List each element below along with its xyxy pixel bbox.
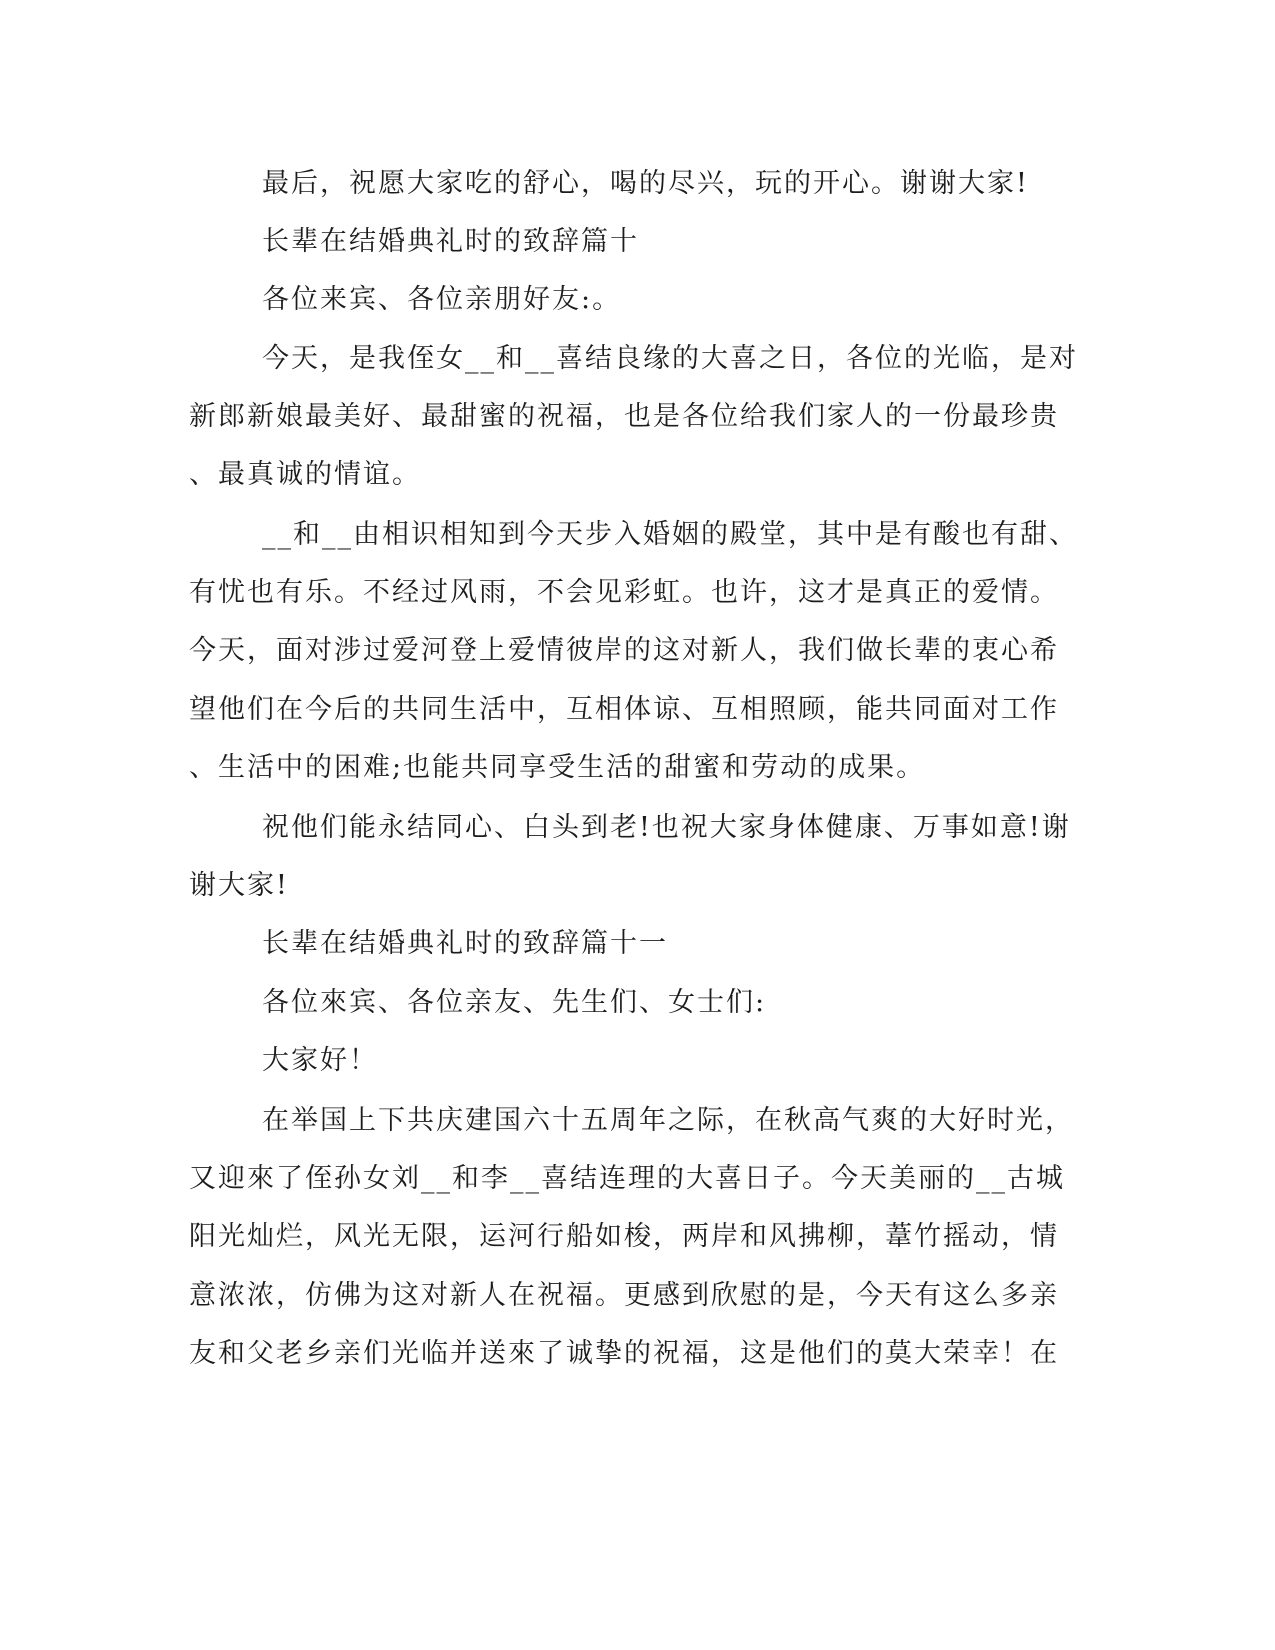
text-line: 祝他们能永结同心、白头到老!也祝大家身体健康、万事如意!谢 xyxy=(262,812,1071,843)
text-line: 谢大家! xyxy=(189,870,289,901)
text-line: __和__由相识相知到今天步入婚姻的殿堂，其中是有酸也有甜、 xyxy=(262,519,1078,550)
text-line: 、生活中的困难;也能共同享受生活的甜蜜和劳动的成果。 xyxy=(189,752,926,783)
salutation: 各位來宾、各位亲友、先生们、女士们: xyxy=(262,987,767,1018)
text-line: 今天，面对涉过爱河登上爱情彼岸的这对新人，我们做长辈的衷心希 xyxy=(189,635,1059,666)
text-line: 友和父老乡亲们光临并送來了诚挚的祝福，这是他们的莫大荣幸！在 xyxy=(189,1338,1059,1369)
text-line: 意浓浓，仿佛为这对新人在祝福。更感到欣慰的是，今天有这么多亲 xyxy=(189,1280,1059,1311)
text-line: 、最真诚的情谊。 xyxy=(189,459,421,490)
text-line: 阳光灿烂，风光无限，运河行船如梭，两岸和风拂柳，葦竹摇动，情 xyxy=(189,1221,1059,1252)
salutation: 各位来宾、各位亲朋好友:。 xyxy=(262,284,622,315)
text-line: 新郎新娘最美好、最甜蜜的祝福，也是各位给我们家人的一份最珍贵 xyxy=(189,401,1059,432)
greeting: 大家好！ xyxy=(262,1045,378,1076)
section-heading: 长辈在结婚典礼时的致辞篇十一 xyxy=(262,928,668,959)
section-heading: 长辈在结婚典礼时的致辞篇十 xyxy=(262,226,639,257)
text-line: 今天，是我侄女__和__喜结良缘的大喜之日，各位的光临，是对 xyxy=(262,343,1078,374)
text-line: 有忧也有乐。不经过风雨，不会见彩虹。也许，这才是真正的爱情。 xyxy=(189,577,1059,608)
text-line: 在举国上下共庆建国六十五周年之际，在秋高气爽的大好时光， xyxy=(262,1105,1074,1136)
text-line: 望他们在今后的共同生活中，互相体谅、互相照顾，能共同面对工作 xyxy=(189,694,1059,725)
text-line: 又迎來了侄孙女刘__和李__喜结连理的大喜日子。今天美丽的__古城 xyxy=(189,1163,1065,1194)
text-line: 最后，祝愿大家吃的舒心，喝的尽兴，玩的开心。谢谢大家! xyxy=(262,168,1029,199)
